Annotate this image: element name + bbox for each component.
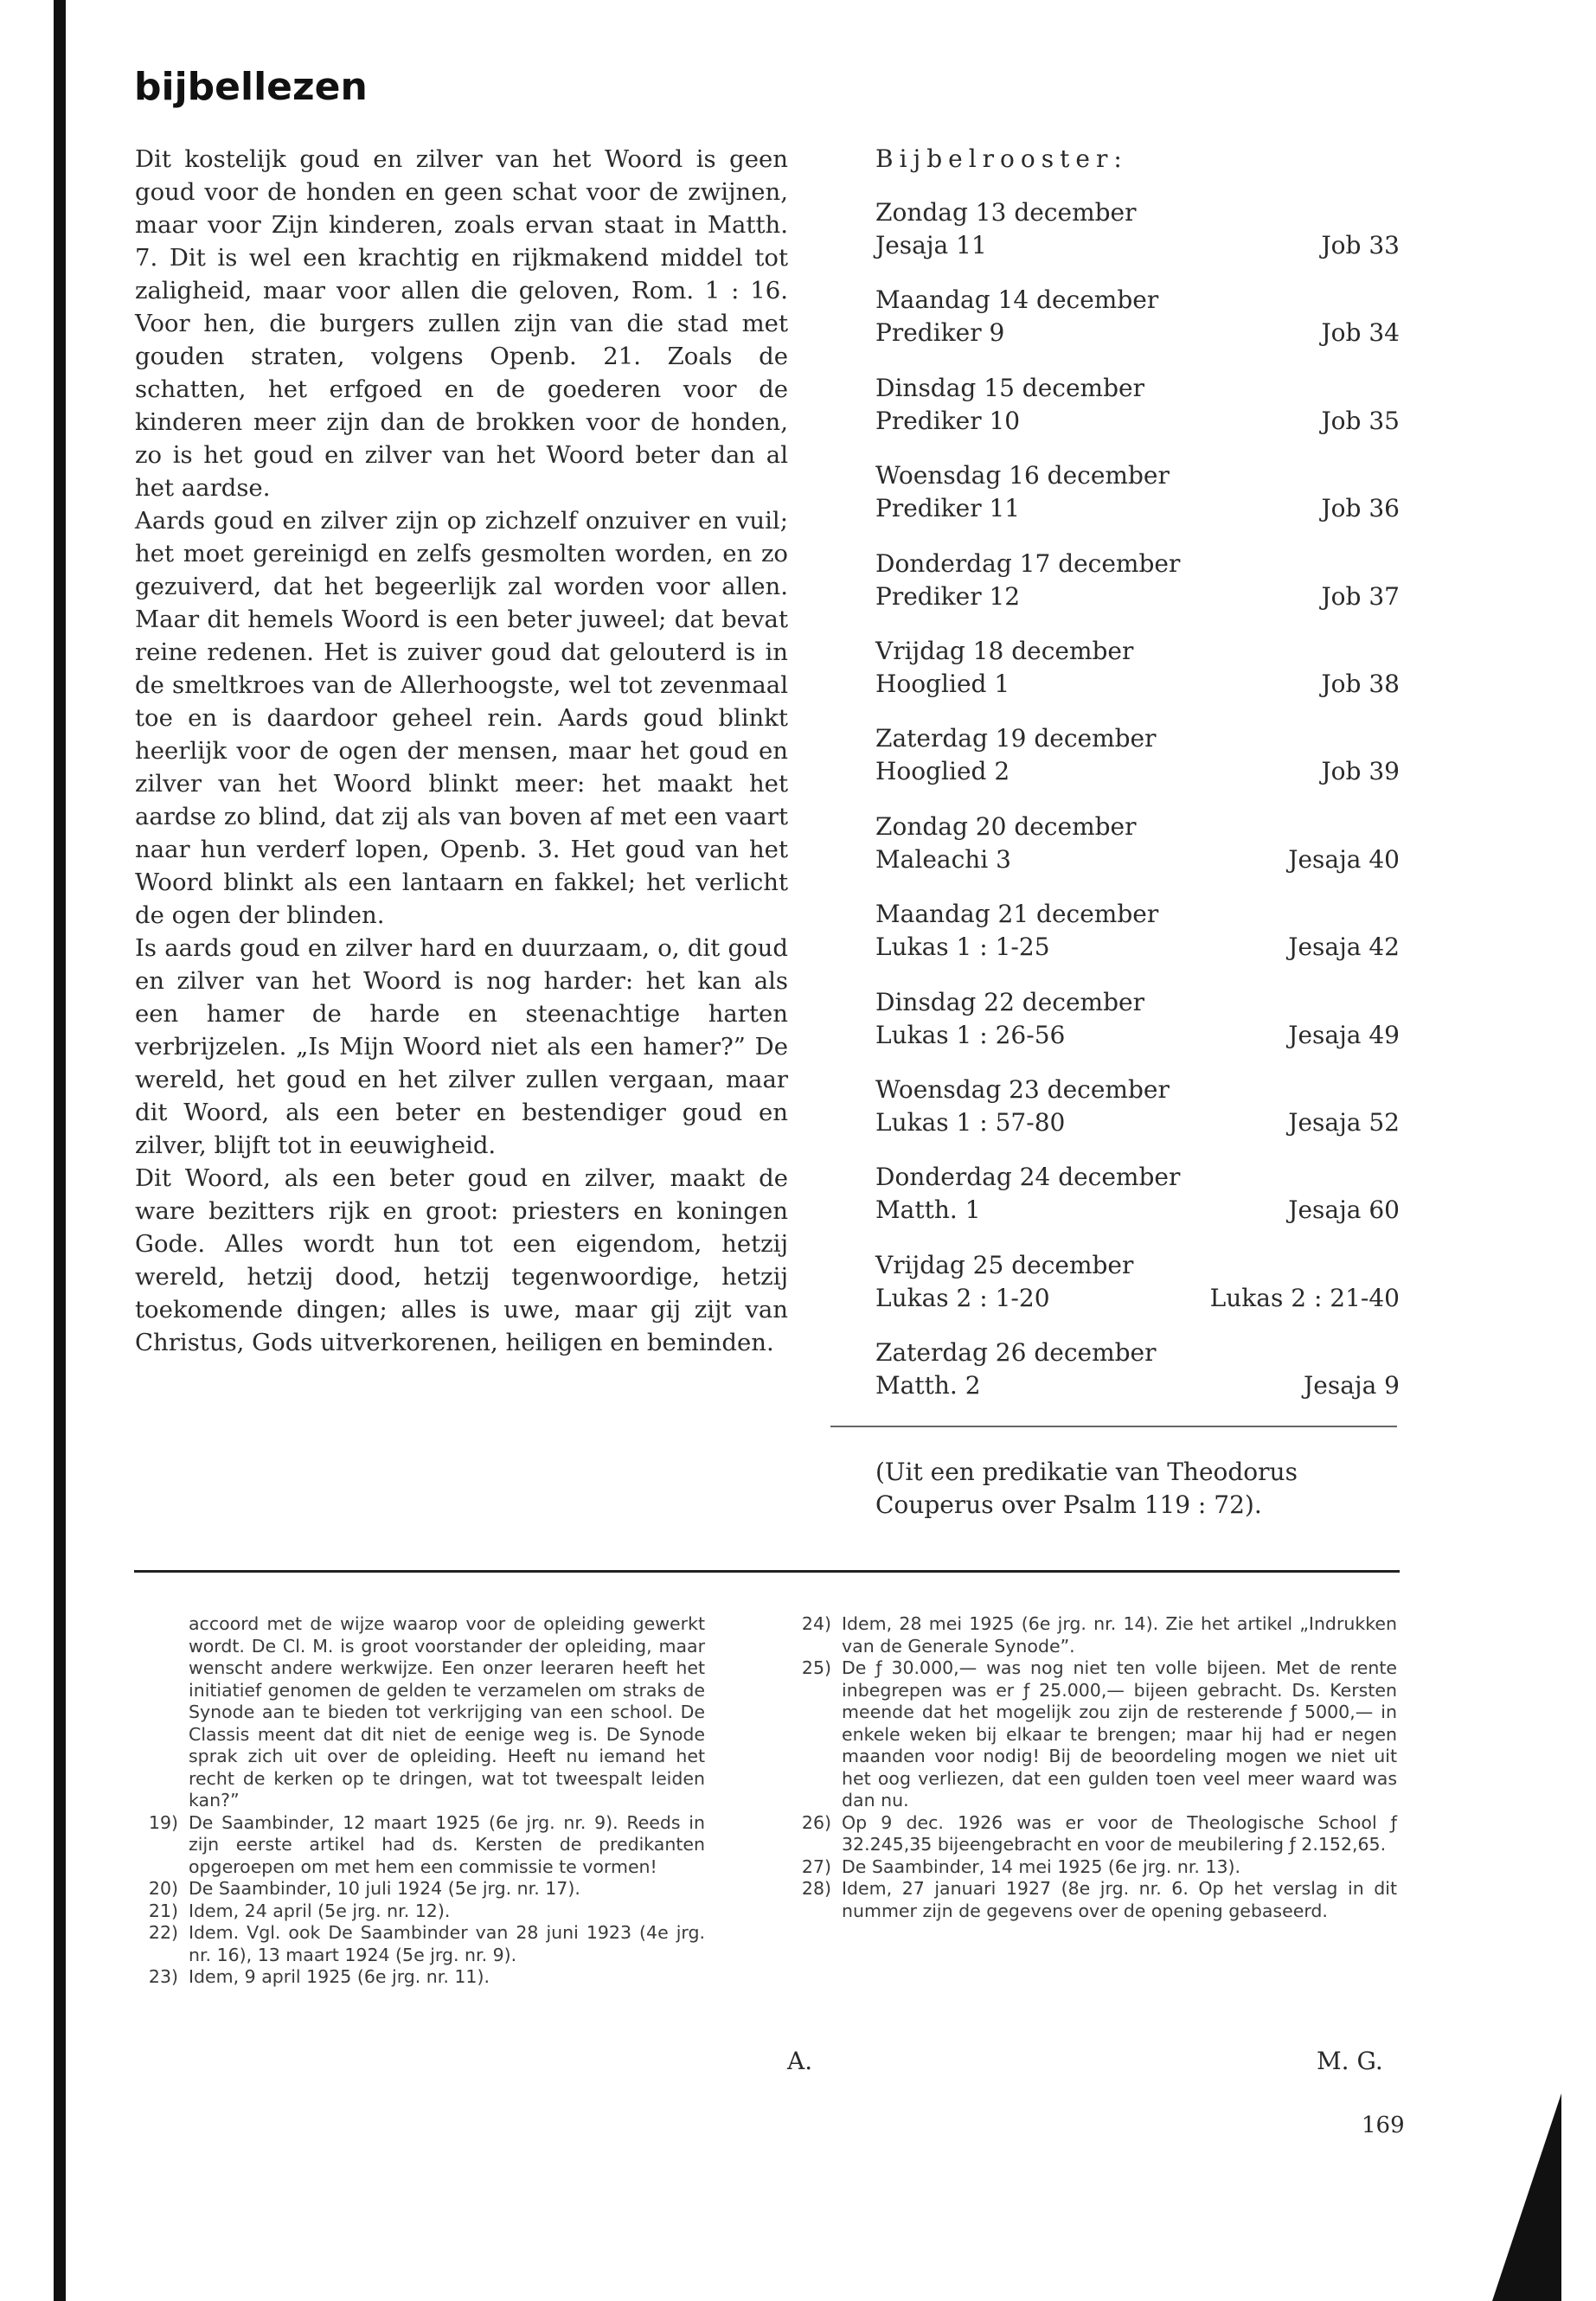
footnote-text: Idem, 24 april (5e jrg. nr. 12). xyxy=(189,1900,451,1921)
schedule-reading-line xyxy=(875,1019,1400,1052)
schedule-day: Zondag 20 december xyxy=(875,811,1137,841)
schedule-second-reading: Job 37 xyxy=(1321,581,1400,611)
schedule-day-line xyxy=(875,372,1400,405)
page-number: 169 xyxy=(1362,2112,1405,2138)
footnote xyxy=(130,1812,705,1879)
footnote-number: 20) xyxy=(148,1878,178,1899)
article-text xyxy=(135,143,788,1359)
bible-schedule xyxy=(875,143,1400,1424)
schedule-entry xyxy=(875,1161,1400,1248)
schedule-day: Woensdag 23 december xyxy=(875,1074,1170,1104)
corner-shadow xyxy=(1492,2093,1561,2301)
schedule-reading-line xyxy=(875,843,1400,876)
footnote xyxy=(783,1856,1397,1879)
schedule-second-reading: Job 39 xyxy=(1321,757,1400,786)
footnote-list xyxy=(783,1613,1397,1922)
schedule-second-reading: Jesaja 60 xyxy=(1288,1195,1400,1225)
schedule-day: Donderdag 24 december xyxy=(875,1163,1181,1192)
schedule-day-line xyxy=(875,548,1400,580)
schedule-second-reading: Job 38 xyxy=(1321,669,1400,698)
schedule-second-reading: Job 35 xyxy=(1321,406,1400,435)
schedule-day-line xyxy=(875,284,1400,317)
schedule-day: Donderdag 17 december xyxy=(875,548,1181,578)
schedule-reading-line xyxy=(875,492,1400,525)
article-paragraph-1: Dit kostelijk goud en zilver van het Woord is geen goud voor de honden en geen schat voor de zwijnen, maar voor Zijn kinderen, zoals ervan staat in Matth. 7. Dit is wel een krachtig en rijkmakend middel tot zaligheid, maar voor allen die geloven, Rom. 1 : 16. Voor hen, die burgers zullen zijn van die stad met gouden straten, volgens Openb. 21. Zoals de schatten, het erfgoed en de goederen voor de kinderen meer zijn dan de brokken voor de honden, zo is het goud en zilver van het Woord beter dan al het aardse. xyxy=(135,145,788,502)
schedule-day: Vrijdag 18 december xyxy=(875,636,1134,665)
schedule-day: Dinsdag 22 december xyxy=(875,987,1144,1016)
schedule-second-reading: Jesaja 9 xyxy=(1304,1371,1400,1400)
schedule-second-reading: Job 33 xyxy=(1321,231,1400,260)
schedule-day: Maandag 14 december xyxy=(875,285,1159,315)
schedule-reading: Prediker 10 xyxy=(875,406,1021,435)
footnote-number: 26) xyxy=(801,1811,831,1833)
schedule-list xyxy=(875,196,1400,1424)
signature-left: A. xyxy=(787,2047,813,2075)
schedule-day: Zaterdag 26 december xyxy=(875,1338,1157,1368)
schedule-entry xyxy=(875,372,1400,459)
schedule-day-line xyxy=(875,196,1400,229)
schedule-reading-line xyxy=(875,931,1400,964)
schedule-day: Woensdag 16 december xyxy=(875,461,1170,490)
footnote-continuation xyxy=(130,1613,705,1812)
schedule-second-reading: Jesaja 40 xyxy=(1288,844,1400,874)
schedule-reading-line xyxy=(875,755,1400,788)
footnote xyxy=(783,1613,1397,1657)
schedule-reading: Prediker 11 xyxy=(875,494,1021,523)
schedule-reading: Hooglied 1 xyxy=(875,669,1010,698)
schedule-reading: Lukas 2 : 1-20 xyxy=(875,1283,1050,1312)
footnote-number: 25) xyxy=(801,1657,831,1678)
schedule-second-reading: Jesaja 42 xyxy=(1288,933,1400,962)
schedule-entry xyxy=(875,811,1400,898)
footnotes-left-column xyxy=(130,1613,705,1989)
schedule-entry xyxy=(875,986,1400,1074)
schedule-reading-line xyxy=(875,1282,1400,1315)
schedule-reading: Lukas 1 : 57-80 xyxy=(875,1107,1066,1137)
footnote xyxy=(783,1657,1397,1812)
footnote-text: De Saambinder, 10 juli 1924 (5e jrg. nr. 17). xyxy=(189,1878,580,1899)
schedule-second-reading: Job 36 xyxy=(1321,494,1400,523)
footnote xyxy=(783,1878,1397,1922)
schedule-second-reading: Job 34 xyxy=(1321,318,1400,348)
footnote-number: 24) xyxy=(801,1613,831,1634)
footnote xyxy=(130,1922,705,1966)
schedule-reading-line xyxy=(875,317,1400,349)
schedule-reading: Matth. 1 xyxy=(875,1195,981,1225)
article-paragraph-2: Aards goud en zilver zijn op zichzelf onzuiver en vuil; het moet gereinigd en zelfs gesmolten worden, en zo gezuiverd, dat het begeerlijk zal worden voor allen. Maar dit hemels Woord is een beter juweel; dat bevat reine redenen. Het is zuiver goud dat gelouterd is in de smeltkroes van de Allerhoogste, wel tot zevenmaal toe en is daardoor geheel rein. Aards goud blinkt heerlijk voor de ogen der mensen, maar het goud en zilver van het Woord blinkt meer: het maakt het aardse zo blind, dat zij als van boven af met een vaart naar hun verderf lopen, Openb. 3. Het goud van het Woord blinkt als een lantaarn en fakkel; het verlicht de ogen der blinden. xyxy=(135,507,788,929)
footnote-text: De Saambinder, 14 mei 1925 (6e jrg. nr. 13). xyxy=(842,1856,1241,1877)
schedule-second-reading: Lukas 2 : 21-40 xyxy=(1209,1283,1400,1312)
footnote-number: 23) xyxy=(148,1966,178,1987)
footnote-number: 28) xyxy=(801,1878,831,1899)
schedule-reading-line xyxy=(875,668,1400,701)
schedule-day: Vrijdag 25 december xyxy=(875,1250,1134,1279)
sermon-source: (Uit een predikatie van Theodorus Couperus over Psalm 119 : 72). xyxy=(875,1458,1298,1519)
footnote-text: De ƒ 30.000,— was nog niet ten volle bijeen. Met de rente inbegrepen was er ƒ 25.000,— bijeen gebracht. Ds. Kersten meende dat het mogelijk zou zijn de resterende ƒ 5000,— in enkele weken bij elkaar te brengen; maar hij had er negen maanden voor nodig! Bij de beoordeling mogen we niet uit het oog verliezen, dat een gulden toen veel meer waard was dan nu. xyxy=(842,1657,1397,1811)
footnote-text: Idem. Vgl. ook De Saambinder van 28 juni 1923 (4e jrg. nr. 16), 13 maart 1924 (5e jrg. nr. 9). xyxy=(189,1922,705,1965)
footnote-number: 22) xyxy=(148,1922,178,1943)
footnote xyxy=(130,1900,705,1923)
schedule-entry xyxy=(875,635,1400,722)
article-paragraph-4: Dit Woord, als een beter goud en zilver, maakt de ware bezitters rijk en groot: priesters en koningen Gode. Alles wordt hun tot een eigendom, hetzij wereld, hetzij dood, hetzij tegenwoordige, hetzij toekomende dingen; alles is uwe, maar gij zijt van Christus, Gods uitverkorenen, heiligen en beminden. xyxy=(135,1164,788,1356)
schedule-day-line xyxy=(875,898,1400,931)
schedule-second-reading: Jesaja 52 xyxy=(1288,1107,1400,1137)
footnote-text: De Saambinder, 12 maart 1925 (6e jrg. nr. 9). Reeds in zijn eerste artikel had ds. Kersten de predikanten opgeroepen om met hem een commissie te vormen! xyxy=(189,1811,705,1877)
schedule-day: Zaterdag 19 december xyxy=(875,724,1157,753)
schedule-reading: Lukas 1 : 1-25 xyxy=(875,933,1050,962)
footnote-number: 21) xyxy=(148,1900,178,1921)
schedule-day-line xyxy=(875,1249,1400,1282)
schedule-day-line xyxy=(875,1074,1400,1106)
footnote-text: Idem, 9 april 1925 (6e jrg. nr. 11). xyxy=(189,1966,490,1987)
schedule-entry xyxy=(875,1249,1400,1336)
footnote-text: accoord met de wijze waarop voor de opleiding gewerkt wordt. De Cl. M. is groot voorstander der opleiding, maar wenscht andere werkwijze. Een onzer leeraren heeft het initiatief genomen de gelden te verzamelen om straks de Synode aan te bieden tot verkrijging van een school. De Classis meent dat dit niet de eenige weg is. De Synode sprak zich uit over de opleiding. Heeft nu iemand het recht de kerken op te dringen, wat tot tweespalt leiden kan?” xyxy=(189,1613,705,1811)
footnote xyxy=(130,1966,705,1989)
schedule-entry xyxy=(875,196,1400,284)
footnotes-right-column xyxy=(783,1613,1397,1922)
schedule-entry xyxy=(875,1074,1400,1161)
schedule-reading: Hooglied 2 xyxy=(875,757,1010,786)
schedule-reading-line xyxy=(875,1106,1400,1139)
section-heading: bijbellezen xyxy=(134,65,368,109)
schedule-reading: Maleachi 3 xyxy=(875,844,1011,874)
schedule-entry xyxy=(875,898,1400,985)
footnote xyxy=(783,1812,1397,1856)
schedule-reading-line xyxy=(875,229,1400,262)
schedule-day-line xyxy=(875,459,1400,492)
schedule-day-line xyxy=(875,635,1400,668)
footnote-number: 19) xyxy=(148,1811,178,1833)
schedule-day-line xyxy=(875,811,1400,843)
schedule-entry xyxy=(875,1336,1400,1424)
schedule-entry xyxy=(875,722,1400,810)
page-edge-bar xyxy=(54,0,66,2301)
article-paragraph-3: Is aards goud en zilver hard en duurzaam, o, dit goud en zilver van het Woord is nog harder: het kan als een hamer de harde en steenachtige harten verbrijzelen. „Is Mijn Woord niet als een hamer?” De wereld, het goud en het zilver zullen vergaan, maar dit Woord, als een beter en bestendiger goud en zilver, blijft tot in eeuwigheid. xyxy=(135,934,788,1159)
schedule-reading: Lukas 1 : 26-56 xyxy=(875,1020,1066,1049)
schedule-day-line xyxy=(875,722,1400,755)
schedule-second-reading: Jesaja 49 xyxy=(1288,1020,1400,1049)
schedule-entry xyxy=(875,284,1400,371)
footnote-list xyxy=(130,1812,705,1989)
footnote-number: 27) xyxy=(801,1856,831,1877)
schedule-day: Dinsdag 15 december xyxy=(875,373,1144,402)
schedule-day-line xyxy=(875,1161,1400,1194)
footnote-text: Idem, 27 januari 1927 (8e jrg. nr. 6. Op het verslag in dit nummer zijn de gegevens over de opening gebaseerd. xyxy=(842,1878,1397,1921)
schedule-day: Zondag 13 december xyxy=(875,198,1137,227)
schedule-reading: Prediker 12 xyxy=(875,581,1021,611)
schedule-reading-line xyxy=(875,1369,1400,1402)
schedule-title: Bijbelrooster: xyxy=(875,144,1128,173)
schedule-reading-line xyxy=(875,1194,1400,1227)
signature-right: M. G. xyxy=(1317,2047,1383,2075)
schedule-reading: Prediker 9 xyxy=(875,318,1005,348)
footnote-text: Op 9 dec. 1926 was er voor de Theologische School ƒ 32.245,35 bijeengebracht en voor de meubilering ƒ 2.152,65. xyxy=(842,1811,1397,1855)
schedule-reading: Matth. 2 xyxy=(875,1371,981,1400)
footnote xyxy=(130,1878,705,1900)
schedule-day-line xyxy=(875,986,1400,1019)
schedule-entry xyxy=(875,459,1400,547)
schedule-reading: Jesaja 11 xyxy=(875,231,987,260)
schedule-reading-line xyxy=(875,405,1400,438)
footnotes-divider xyxy=(134,1570,1400,1573)
schedule-day: Maandag 21 december xyxy=(875,900,1159,929)
footnote-text: Idem, 28 mei 1925 (6e jrg. nr. 14). Zie het artikel „Indrukken van de Generale Synode”. xyxy=(842,1613,1397,1657)
schedule-divider xyxy=(830,1426,1397,1427)
schedule-reading-line xyxy=(875,580,1400,613)
schedule-entry xyxy=(875,548,1400,635)
schedule-day-line xyxy=(875,1336,1400,1369)
